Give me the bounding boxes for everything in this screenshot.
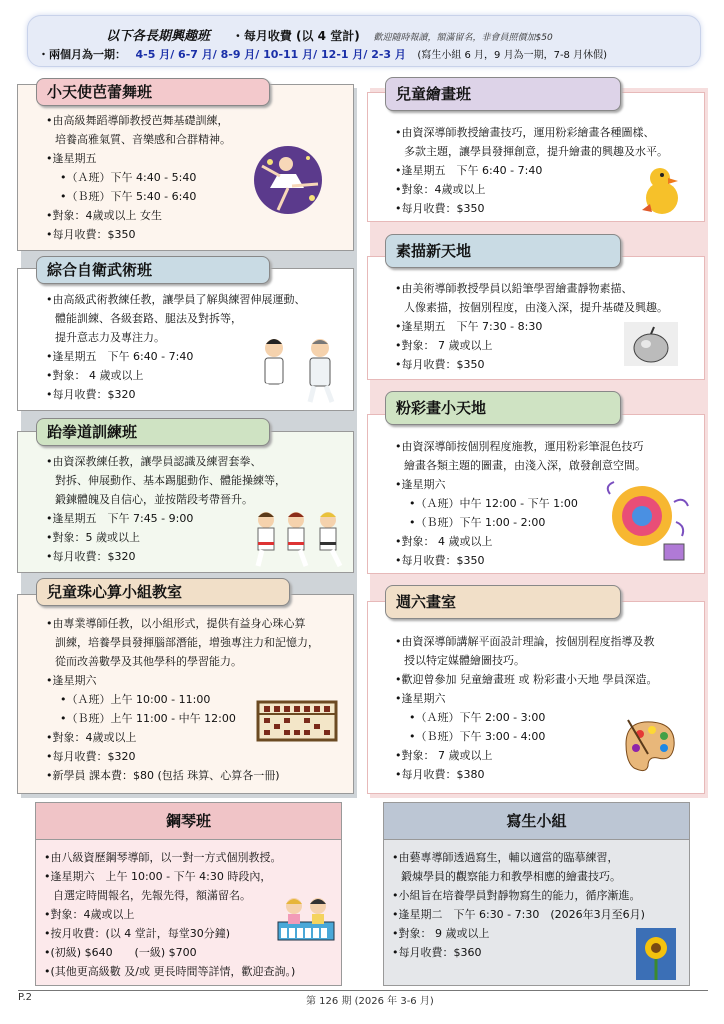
ballet-title: 小天使芭蕾舞班	[36, 78, 270, 106]
abacus-class-a: •（Ａ班）上午 10:00 - 11:00	[60, 693, 211, 706]
drawing-title: 兒童繪畫班	[385, 77, 621, 111]
taekwondo-time: •逢星期五 下午 7:45 - 9:00	[46, 512, 194, 525]
life-desc: •由藝專導師透過寫生，輔以適當的臨摹練習，	[392, 851, 619, 864]
life-time: •逢星期二 下午 6:30 - 7:30 (2026年3月至6月)	[392, 908, 645, 921]
life-desc-2: 鍛煉學員的觀察能力和教學相應的繪畫技巧。	[401, 870, 621, 883]
martial-arts-kids-illustration	[252, 334, 344, 404]
sketch-time: •逢星期五 下午 7:30 - 8:30	[395, 320, 543, 333]
taekwondo-kids-illustration	[250, 508, 348, 568]
header-line-2	[38, 46, 607, 62]
sketch-desc: •由美術導師教授學員以鉛筆學習繪畫靜物素描、	[395, 282, 633, 295]
duck-illustration	[638, 164, 684, 218]
piano-time-note: 自選定時間報名，先報先得，額滿留名。	[53, 889, 251, 902]
page-number: P.2	[18, 992, 33, 1003]
life-aim: •小組旨在培養學員對靜物寫生的能力，循序漸進。	[392, 889, 641, 902]
saturday-day: •逢星期六	[395, 692, 446, 705]
drawing-desc-2: 多款主題，讓學員發揮創意，提升繪畫的興趣及水平。	[404, 145, 668, 158]
martial-target: •對象： 4 歲或以上	[46, 369, 144, 382]
header-line-1	[106, 25, 553, 44]
ballet-desc: •由高級舞蹈導師教授芭舞基礎訓練，	[46, 114, 229, 127]
pastel-fee: •每月收費：$350	[395, 554, 485, 567]
pastel-class-a: •（Ａ班）中午 12:00 - 下午 1:00	[409, 497, 578, 510]
piano-title: 鋼琴班	[35, 802, 342, 840]
period-label: ・兩個月為一期：	[38, 48, 126, 61]
piano-target: •對象：4歲或以上	[44, 908, 135, 921]
drawing-target: •對象：4歲或以上	[395, 183, 486, 196]
ballet-class-a: •（Ａ班）下午 4:40 - 5:40	[60, 171, 197, 184]
issue-label: 第 126 期 (2026 年 3-6 月)	[306, 996, 434, 1007]
drawing-body	[395, 123, 668, 218]
piano-kids-illustration	[276, 892, 336, 950]
abacus-day: •逢星期六	[46, 674, 97, 687]
drawing-desc: •由資深導師教授繪畫技巧，運用粉彩繪畫各種圖樣、	[395, 126, 655, 139]
martial-desc-3: 提升意志力及專注力。	[55, 331, 165, 344]
header-title: 以下各長期興趣班	[106, 29, 211, 44]
pastel-desc-2: 繪畫各類主題的圖畫，由淺入深，啟發創意空間。	[404, 459, 646, 472]
taekwondo-title: 跆拳道訓練班	[36, 418, 270, 446]
sketch-fee: •每月收費：$350	[395, 358, 485, 371]
saturday-title: 週六畫室	[385, 585, 621, 619]
taekwondo-target: •對象：5 歲或以上	[46, 531, 140, 544]
pastel-desc: •由資深導師按個別程度施教，運用粉彩筆混色技巧	[395, 440, 644, 453]
header-fee-note: ・每月收費 (以 4 堂計)	[231, 29, 360, 43]
life-target: •對象： 9 歲或以上	[392, 927, 490, 940]
drawing-time: •逢星期五 下午 6:40 - 7:40	[395, 164, 543, 177]
pastel-sun-illustration	[600, 478, 696, 568]
abacus-illustration	[256, 698, 338, 744]
abacus-book-fee: •新學員 課本費：$80 (包括 珠算、心算各一冊)	[46, 769, 280, 782]
ballet-day: •逢星期五	[46, 152, 97, 165]
piano-desc: •由八級資歷鋼琴導師，以一對一方式個別教授。	[44, 851, 282, 864]
abacus-target: •對象：4歲或以上	[46, 731, 137, 744]
abacus-class-b: •（Ｂ班）上午 11:00 - 中午 12:00	[60, 712, 236, 725]
martial-desc: •由高級武術教練任教，讓學員了解與練習伸展運動、	[46, 293, 306, 306]
drawing-fee: •每月收費：$350	[395, 202, 485, 215]
pastel-day: •逢星期六	[395, 478, 446, 491]
abacus-desc-3: 從而改善數學及其他學科的學習能力。	[55, 655, 242, 668]
sketch-target: •對象： 7 歲或以上	[395, 339, 493, 352]
piano-body	[44, 848, 295, 981]
pastel-title: 粉彩畫小天地	[385, 391, 621, 425]
apple-sketch-illustration	[624, 322, 678, 366]
piano-fee: •(初級) $640 (一級) $700	[44, 946, 197, 959]
sunflower-painting-illustration	[636, 928, 676, 980]
sketch-desc-2: 人像素描，按個別程度，由淺入深，提升基礎及興趣。	[404, 301, 668, 314]
martial-title: 綜合自衛武術班	[36, 256, 270, 284]
paint-palette-illustration	[618, 714, 680, 776]
saturday-fee: •每月收費：$380	[395, 768, 485, 781]
taekwondo-desc: •由資深教練任教，讓學員認識及練習套拳、	[46, 455, 262, 468]
saturday-target: •對象： 7 歲或以上	[395, 749, 493, 762]
abacus-desc-2: 訓練，培養學員發揮腦部潛能，增強專注力和記憶力，	[55, 636, 319, 649]
abacus-fee: •每月收費：$320	[46, 750, 136, 763]
taekwondo-desc-3: 鍛鍊體魄及自信心，並按階段考帶晉升。	[55, 493, 253, 506]
abacus-title: 兒童珠心算小組教室	[36, 578, 290, 606]
piano-more: •(其他更高級數 及/或 更長時間等詳情，歡迎查詢。)	[44, 965, 296, 978]
pastel-target: •對象： 4 歲或以上	[395, 535, 493, 548]
saturday-welcome: •歡迎曾參加 兒童繪畫班 或 粉彩畫小天地 學員深造。	[395, 673, 658, 686]
saturday-class-a: •（Ａ班）下午 2:00 - 3:00	[409, 711, 546, 724]
period-months: 4-5 月/ 6-7 月/ 8-9 月/ 10-11 月/ 12-1 月/ 2-3 月	[135, 48, 406, 61]
saturday-desc-2: 授以特定媒體繪圖技巧。	[404, 654, 525, 667]
ballet-class-b: •（Ｂ班）下午 5:40 - 6:40	[60, 190, 197, 203]
saturday-class-b: •（Ｂ班）下午 3:00 - 4:00	[409, 730, 546, 743]
sketch-period-note: (寫生小組 6 月，9 月為一期，7-8 月休假)	[417, 50, 607, 61]
martial-fee: •每月收費：$320	[46, 388, 136, 401]
martial-time: •逢星期五 下午 6:40 - 7:40	[46, 350, 194, 363]
ballet-target: •對象：4歲或以上 女生	[46, 209, 162, 222]
piano-fee-basis: •按月收費：(以 4 堂計，每堂30分鐘)	[44, 927, 231, 940]
life-drawing-title: 寫生小組	[383, 802, 690, 840]
life-fee: •每月收費：$360	[392, 946, 482, 959]
ballet-desc-2: 培養高雅氣質、音樂感和合群精神。	[55, 133, 231, 146]
pastel-class-b: •（Ｂ班）下午 1:00 - 2:00	[409, 516, 546, 529]
taekwondo-desc-2: 對拆、伸展動作、基本踢腿動作、體能操練等，	[55, 474, 286, 487]
ballet-body	[46, 111, 231, 244]
footer-rule	[18, 990, 708, 991]
martial-desc-2: 體能訓練、各級套路、腿法及對拆等，	[55, 312, 242, 325]
sketch-title: 素描新天地	[385, 234, 621, 268]
ballerina-illustration	[248, 140, 328, 220]
saturday-desc: •由資深導師講解平面設計理論，按個別程度指導及教	[395, 635, 655, 648]
header-welcome: 歡迎隨時報讀，額滿留名，非會員照價加$50	[373, 33, 553, 43]
taekwondo-fee: •每月收費：$320	[46, 550, 136, 563]
piano-time: •逢星期六 上午 10:00 - 下午 4:30 時段內，	[44, 870, 272, 883]
ballet-fee: •每月收費：$350	[46, 228, 136, 241]
header-banner	[27, 15, 701, 67]
life-drawing-body	[392, 848, 645, 962]
abacus-desc: •由專業導師任教，以小組形式，提供有益身心珠心算	[46, 617, 306, 630]
